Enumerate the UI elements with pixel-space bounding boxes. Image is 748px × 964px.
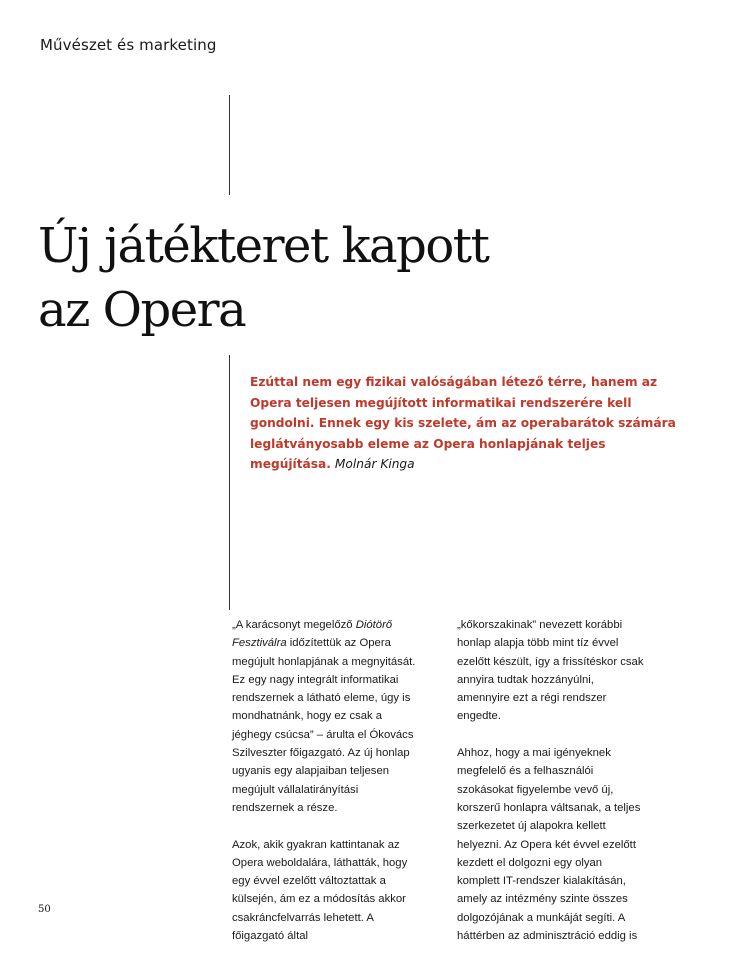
vertical-rule-bottom [229,355,230,610]
event-title: Diótörő Fesztiválra [232,619,393,650]
body-column-2 [457,616,647,964]
section-label: Művészet és marketing [40,36,217,54]
page-number: 50 [38,904,51,915]
headline [38,214,488,342]
body-paragraph: Azok, akik gyakran kattintanak az Opera weboldalára, láthatták, hogy egy évvel ezelőtt változtattak a külsején, ám ez a módosítás akkor csakráncfelvarrás lehetett. A főigazgató által [232,838,408,943]
body-text: időzítettük az Opera megújult honlapjának a megnyitását. Ez egy nagy integrált informatikai rendszernek a látható eleme, úgy is mondhatnánk, hogy ez csak a jéghegy csúcsa” – árulta el Ókovács Szilveszter főigazgató. Az új honlap ugyanis egy alapjaiban teljesen megújult vállalatirányítási rendszernek a része. [232,637,416,814]
body-paragraph [232,616,422,817]
lead-paragraph [250,372,690,475]
body-paragraph: „kőkorszakinak” nevezett korábbi honlap alapja több mint tíz évvel ezelőtt készült, így a frissítéskor csak annyira tudtak hozzányúlni, amennyire ezt a régi rendszer engedte. [457,619,644,723]
lead-text: Ezúttal nem egy fizikai valóságában létező térre, hanem az Opera teljesen megújított informatikai rendszerére kell gondolni. Ennek egy kis szelete, ám az operabarátok számára leglátványosabb eleme az Opera honlapjának teljes megújítása. [250,375,676,471]
body-column-1 [232,616,422,964]
vertical-rule-top [229,95,230,195]
body-text: „A karácsonyt megelőző [232,619,356,631]
body-paragraph: Ahhoz, hogy a mai igényeknek megfelelő és a felhasználói szokásokat figyelembe vevő új, korszerű honlapra váltsanak, a teljes szerkezetet új alapokra kellett helyezni. Az Opera két évvel ezelőtt kezdett el dolgozni egy olyan komplett IT-rendszer kialakításán, amely az intézmény szinte összes dolgozójának a munkáját segíti. A háttérben az adminisztráció eddig is [457,747,641,943]
headline-line-1: Új játékteret kapott [38,218,489,274]
headline-line-2: az Opera [38,282,246,338]
author-name: Molnár Kinga [334,457,415,471]
